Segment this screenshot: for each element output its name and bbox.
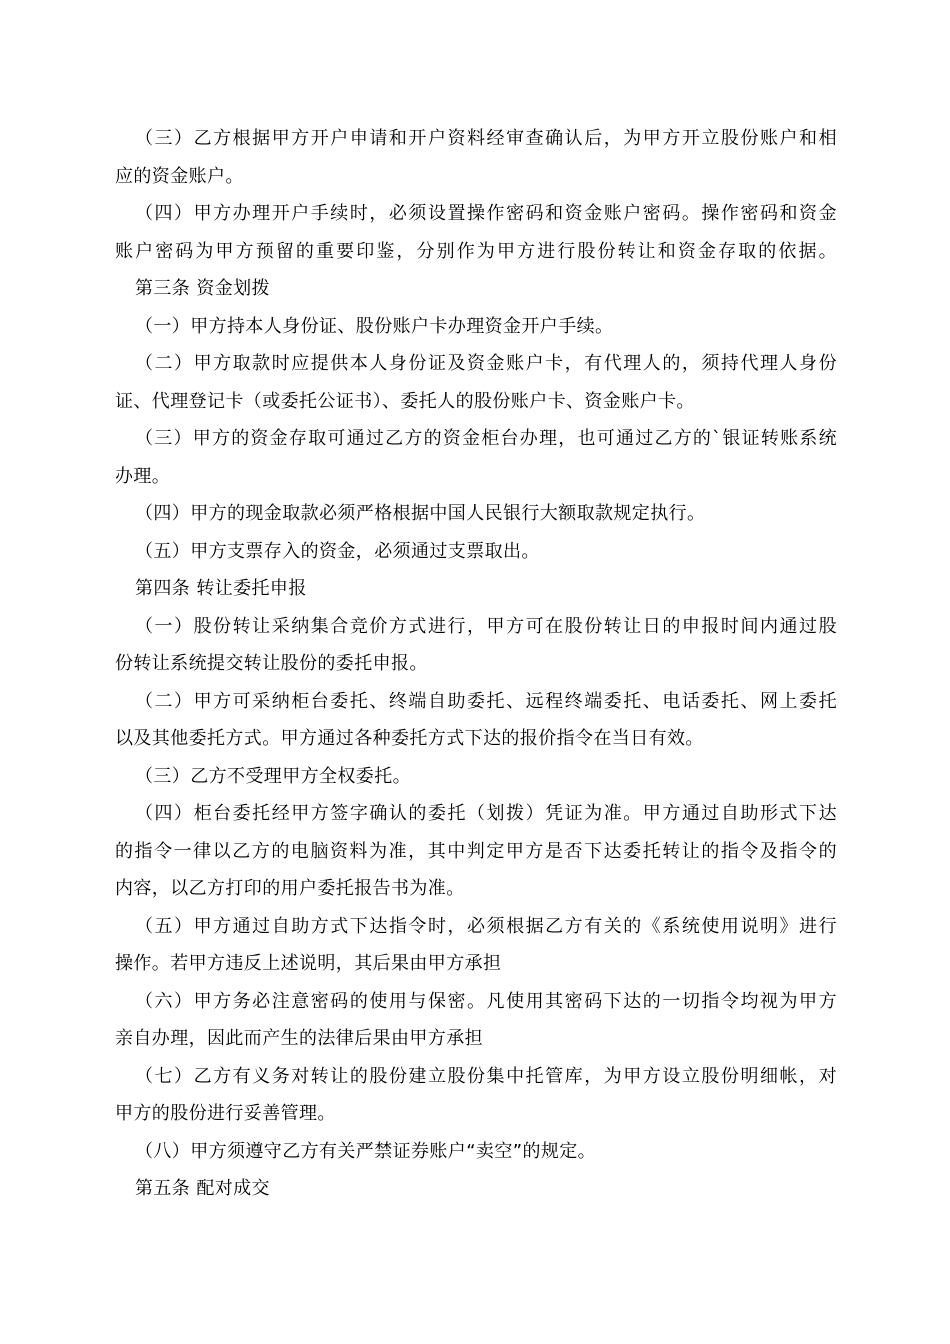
paragraph-line: 证、代理登记卡（或委托公证书）、委托人的股份账户卡、资金账户卡。 [115,390,695,412]
section-heading: 第四条 转让委托申报 [135,578,307,599]
paragraph-line: （三）乙方根据甲方开户申请和开户资料经审查确认后，为甲方开立股份账户和相 [135,128,837,149]
paragraph-line: （三）甲方的资金存取可通过乙方的资金柜台办理，也可通过乙方的`银证转账系统 [135,428,837,449]
paragraph-line: （二）甲方取款时应提供本人身份证及资金账户卡，有代理人的，须持代理人身份 [135,353,837,374]
paragraph-line: （五）甲方通过自助方式下达指令时，必须根据乙方有关的《系统使用说明》进行 [135,915,837,937]
paragraph-line: 以及其他委托方式。甲方通过各种委托方式下达的报价指令在当日有效。 [115,728,704,749]
paragraph-line: 办理。 [115,465,171,487]
paragraph-line: （六）甲方务必注意密码的使用与保密。凡使用其密码下达的一切指令均视为甲方 [135,990,837,1012]
paragraph-line: 甲方的股份进行妥善管理。 [115,1103,336,1124]
paragraph-line: （三）乙方不受理甲方全权委托。 [135,765,411,787]
paragraph-line: （一）甲方持本人身份证、股份账户卡办理资金开户手续。 [135,315,614,337]
paragraph-line: （二）甲方可采纳柜台委托、终端自助委托、远程终端委托、电话委托、网上委托 [135,690,837,712]
paragraph-line: （五）甲方支票存入的资金，必须通过支票取出。 [135,540,540,562]
paragraph-line: 内容，以乙方打印的用户委托报告书为准。 [115,878,465,899]
section-heading: 第五条 配对成交 [135,1178,270,1199]
paragraph-line: （四）柜台委托经甲方签字确认的委托（划拨）凭证为准。甲方通过自助形式下达 [135,803,837,824]
document-body [115,120,837,1208]
paragraph-line: （四）甲方办理开户手续时，必须设置操作密码和资金账户密码。操作密码和资金 [135,203,837,224]
paragraph-line: （一）股份转让采纳集合竞价方式进行，甲方可在股份转让日的申报时间内通过股 [135,615,837,637]
paragraph-line: 份转让系统提交转让股份的委托申报。 [115,653,428,674]
paragraph-line: 亲自办理，因此而产生的法律后果由甲方承担 [115,1028,483,1049]
paragraph-line: （四）甲方的现金取款必须严格根据中国人民银行大额取款规定执行。 [135,503,706,524]
paragraph-line: 的指令一律以乙方的电脑资料为准，其中判定甲方是否下达委托转让的指令及指令的 [115,840,837,862]
paragraph-line: 账户密码为甲方预留的重要印鉴，分别作为甲方进行股份转让和资金存取的依据。 [115,240,837,262]
paragraph-line: 操作。若甲方违反上述说明，其后果由甲方承担 [115,953,502,974]
paragraph-line: （七）乙方有义务对转让的股份建立股份集中托管库，为甲方设立股份明细帐，对 [135,1065,837,1087]
paragraph-line: （八）甲方须遵守乙方有关严禁证券账户“卖空”的规定。 [135,1140,597,1162]
section-heading: 第三条 资金划拨 [135,278,270,299]
paragraph-line: 应的资金账户。 [115,165,244,187]
